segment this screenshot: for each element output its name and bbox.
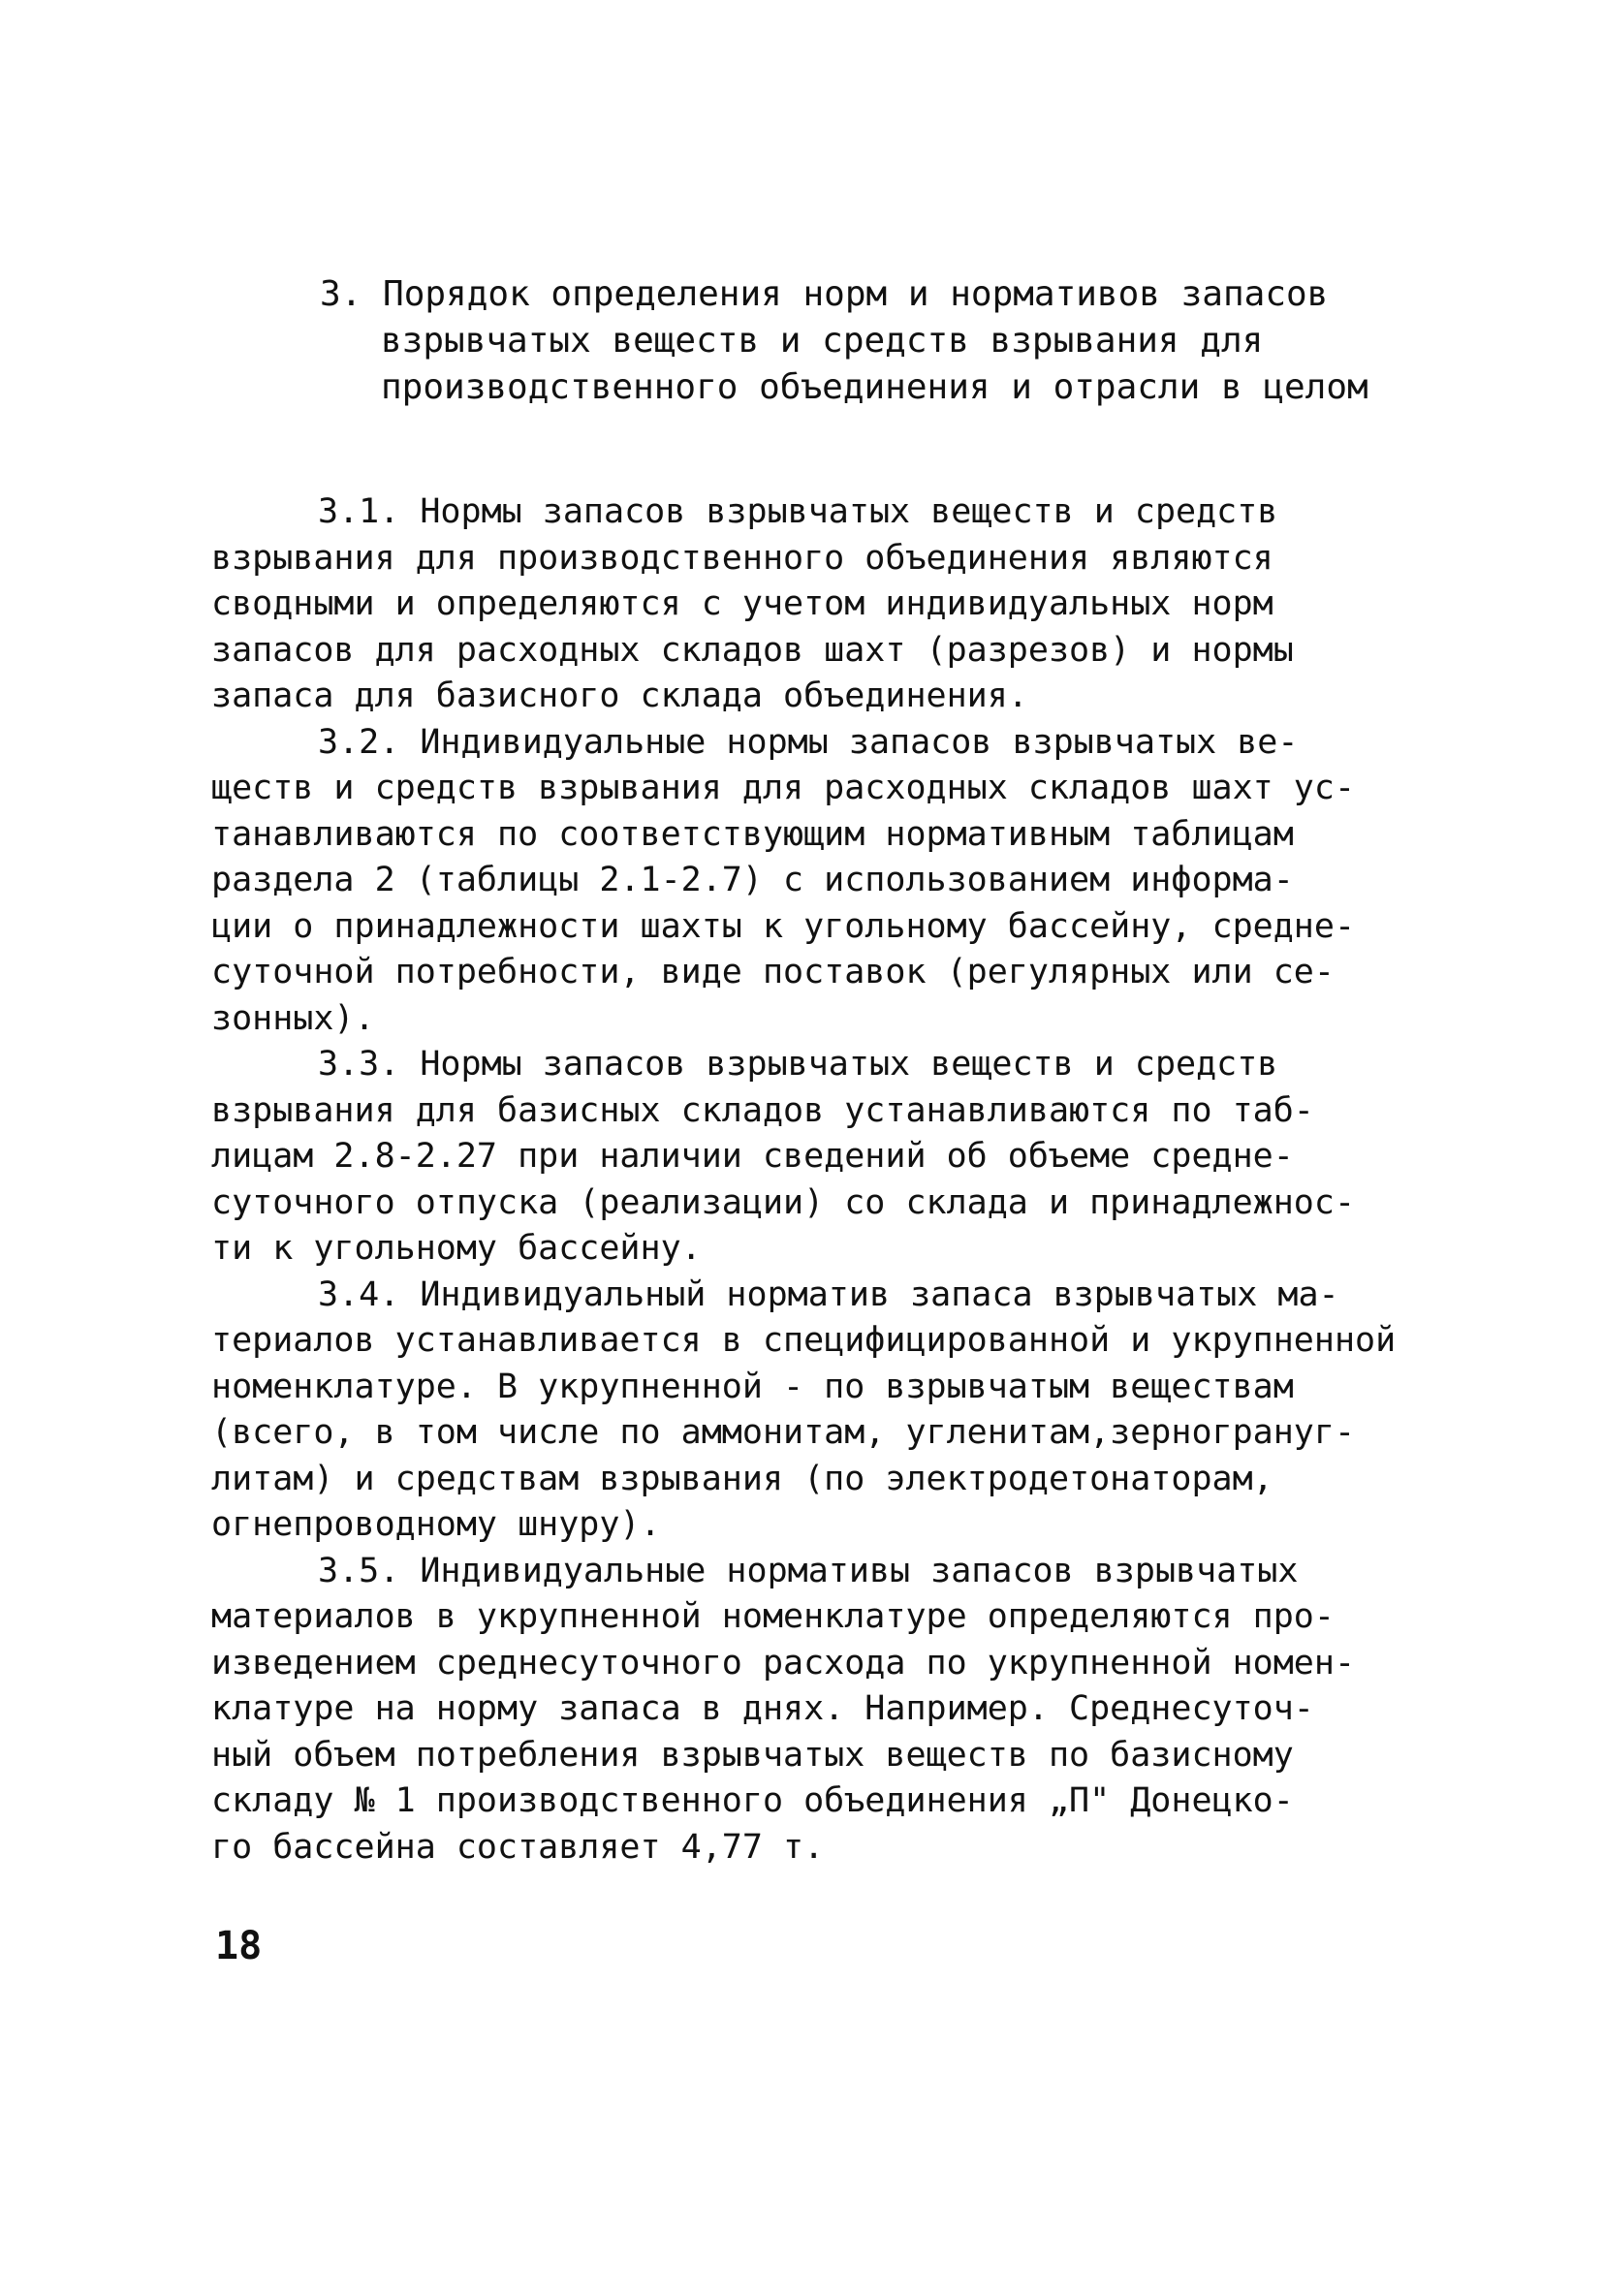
text-line: (всего, в том числе по аммонитам, угленитам,зерногрануг-: [211, 1413, 1356, 1452]
paragraph-3-2: [211, 720, 1432, 1043]
text-line: клатуре на норму запаса в днях. Например. Среднесуточ-: [211, 1689, 1314, 1728]
text-line: 3.3. Нормы запасов взрывчатых веществ и средств: [318, 1045, 1278, 1084]
paragraph-3-5: [211, 1549, 1432, 1871]
text-line: номенклатуре. В укрупненной - по взрывчатым веществам: [211, 1367, 1294, 1406]
body-text: [211, 489, 1432, 1871]
text-line: танавливаются по соответствующим нормативным таблицам: [211, 814, 1294, 854]
text-line: литам) и средствам взрывания (по электродетонаторам,: [211, 1459, 1273, 1498]
text-line: ти к угольному бассейну.: [211, 1229, 702, 1268]
paragraph-3-4: [211, 1273, 1432, 1549]
text-line: 3.1. Нормы запасов взрывчатых веществ и средств: [318, 492, 1278, 531]
text-line: складу № 1 производственного объединения „П" Донецко-: [211, 1781, 1294, 1820]
heading-line: взрывчатых веществ и средств взрывания для: [381, 321, 1264, 361]
text-line: взрывания для базисных складов устанавливаются по таб-: [211, 1090, 1314, 1130]
text-line: материалов в укрупненной номенклатуре определяются про-: [211, 1597, 1335, 1636]
text-line: запасов для расходных складов шахт (разрезов) и нормы: [211, 630, 1294, 670]
text-line: ный объем потребления взрывчатых веществ по базисному: [211, 1735, 1294, 1775]
heading-line: 3. Порядок определения норм и нормативов запасов: [320, 274, 1329, 314]
section-heading: [320, 271, 1434, 411]
text-line: ществ и средств взрывания для расходных складов шахт ус-: [211, 769, 1356, 807]
text-line: раздела 2 (таблицы 2.1-2.7) с использованием информа-: [211, 861, 1294, 899]
text-line: суточной потребности, виде поставок (регулярных или се-: [211, 953, 1335, 991]
text-line: 3.5. Индивидуальные нормативы запасов взрывчатых: [318, 1551, 1299, 1590]
text-line: 3.2. Индивидуальные нормы запасов взрывчатых ве-: [318, 722, 1299, 762]
heading-line: производственного объединения и отрасли в целом: [381, 367, 1368, 407]
text-line: 3.4. Индивидуальный норматив запаса взрывчатых ма-: [318, 1274, 1339, 1314]
text-line: сводными и определяются с учетом индивидуальных норм: [211, 584, 1273, 623]
text-line: запаса для базисного склада объединения.: [211, 676, 1028, 715]
page-number: 18: [215, 1924, 263, 1968]
text-line: изведением среднесуточного расхода по укрупненной номен-: [211, 1643, 1356, 1683]
text-line: лицам 2.8-2.27 при наличии сведений об объеме средне-: [211, 1137, 1294, 1176]
text-line: взрывания для производственного объединения являются: [211, 538, 1273, 578]
text-line: ции о принадлежности шахты к угольному бассейну, средне-: [211, 906, 1356, 946]
paragraph-3-3: [211, 1042, 1432, 1273]
text-line: огнепроводному шнуру).: [211, 1505, 661, 1544]
text-line: суточного отпуска (реализации) со склада и принадлежнос-: [211, 1182, 1356, 1222]
text-line: го бассейна составляет 4,77 т.: [211, 1827, 825, 1867]
text-line: териалов устанавливается в специфицированной и укрупненной: [211, 1321, 1397, 1360]
paragraph-3-1: [211, 489, 1432, 720]
text-line: зонных).: [211, 998, 375, 1038]
